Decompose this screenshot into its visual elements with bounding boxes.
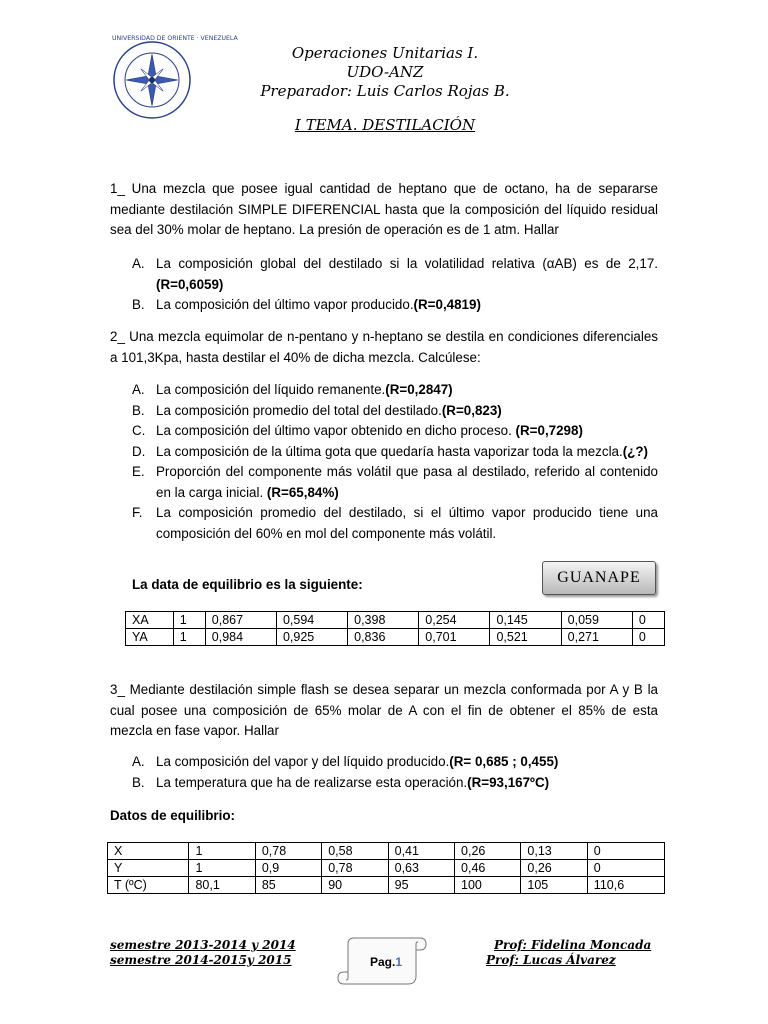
problem-1-list <box>132 254 658 316</box>
table-cell: 0,594 <box>276 612 347 629</box>
item-text: La composición del último vapor obtenido en dicho proceso. <box>156 423 516 438</box>
table-cell: 0,9 <box>255 860 321 877</box>
footer-semester-1: semestre 2013-2014 y 2014 <box>110 938 296 952</box>
problem-2-item-f: F. La composición promedio del destilado, si el último vapor producido tiene una composición del 60% en mol del componente más volátil. <box>132 505 658 541</box>
table-cell: 80,1 <box>189 877 255 894</box>
item-text: La composición promedio del total del destilado. <box>156 402 442 418</box>
table-cell: 0,867 <box>205 612 276 629</box>
table-cell: 0,58 <box>322 843 388 860</box>
table-cell: 0,984 <box>205 629 276 646</box>
table-cell: 1 <box>189 860 255 877</box>
table-cell: 1 <box>173 629 205 646</box>
table-cell: 0,398 <box>348 612 419 629</box>
table-cell: 0 <box>587 860 664 877</box>
table-cell: 0,701 <box>419 629 490 646</box>
guanape-badge: GUANAPE <box>542 561 656 595</box>
item-answer: (R=0,2847) <box>385 382 453 397</box>
item-answer: (R=65,84%) <box>266 484 339 500</box>
problem-3-item-a: A. La composición del vapor y del líquido producido.(R= 0,685 ; 0,455) <box>132 754 559 769</box>
table-cell: T (ºC) <box>108 877 189 894</box>
page-number-value: 1 <box>395 955 403 969</box>
table-cell: 0,26 <box>521 860 587 877</box>
table-row <box>108 877 665 894</box>
item-answer: (¿?) <box>622 443 648 459</box>
page-number <box>370 955 402 969</box>
university-name: UDO-ANZ <box>346 63 424 81</box>
footer-professor-1: Prof: Fidelina Moncada <box>494 938 652 952</box>
table-cell: 1 <box>189 843 255 860</box>
item-answer: (R=0,4819) <box>413 297 481 312</box>
table-cell: 0,145 <box>490 612 561 629</box>
table-cell: 0,059 <box>561 612 632 629</box>
equilibrium-table-1 <box>125 611 665 646</box>
item-answer: (R=0,7298) <box>515 423 583 438</box>
problem-3-list <box>132 752 658 793</box>
seal-text: UNIVERSIDAD DE ORIENTE · VENEZUELA <box>112 35 238 42</box>
table-row <box>126 629 665 646</box>
table-row <box>108 860 665 877</box>
table-cell: X <box>108 843 189 860</box>
footer-professor-2: Prof: Lucas Álvarez <box>486 953 616 967</box>
table-cell: 105 <box>521 877 587 894</box>
table-cell: 0,271 <box>561 629 632 646</box>
table-cell: 0,26 <box>455 843 521 860</box>
page-label: Pag. <box>370 955 396 969</box>
preparer-name: Preparador: Luis Carlos Rojas B. <box>260 82 510 100</box>
table-cell: 90 <box>322 877 388 894</box>
item-text: La temperatura que ha de realizarse esta operación. <box>156 774 468 790</box>
problem-1-item-b: B. La composición del último vapor producido.(R=0,4819) <box>132 297 481 312</box>
problem-2-item-c: C. La composición del último vapor obtenido en dicho proceso. (R=0,7298) <box>132 423 583 438</box>
footer-semester-2: semestre 2014-2015y 2015 <box>110 953 292 967</box>
table-cell: 0,254 <box>419 612 490 629</box>
table-cell: 85 <box>255 877 321 894</box>
table-cell: 100 <box>455 877 521 894</box>
table-cell: 0,46 <box>455 860 521 877</box>
table-cell: 0 <box>587 843 664 860</box>
equilibrium-table-2 <box>107 842 665 894</box>
table-cell: 0,78 <box>322 860 388 877</box>
problem-2-item-e: E. Proporción del componente más volátil que pasa al destilado, referido al contenido en la carga inicial. (R=65,84%) <box>132 464 658 500</box>
item-text: La composición del líquido remanente. <box>156 382 386 397</box>
table-cell: 0,521 <box>490 629 561 646</box>
course-title: Operaciones Unitarias I. <box>291 44 479 62</box>
table-cell: 0,78 <box>255 843 321 860</box>
university-seal-logo <box>112 35 238 120</box>
table-cell: 95 <box>388 877 454 894</box>
equilibrium-data-label-2: Datos de equilibrio: <box>110 808 235 823</box>
equilibrium-data-label: La data de equilibrio es la siguiente: <box>132 577 363 592</box>
table-cell: XA <box>126 612 174 629</box>
table-cell: 110,6 <box>587 877 664 894</box>
table-cell: 0,925 <box>276 629 347 646</box>
problem-2-item-d: D. La composición de la última gota que quedaría hasta vaporizar toda la mezcla.(¿?) <box>132 443 648 459</box>
table-cell: Y <box>108 860 189 877</box>
problem-1-item-a: A. La composición global del destilado si la volatilidad relativa (αAB) es de 2,17.(R=0,6059) <box>132 256 658 292</box>
item-text: La composición global del destilado si la volatilidad relativa (αAB) es de 2,17. <box>156 256 658 271</box>
problem-2-item-b: B. La composición promedio del total del destilado.(R=0,823) <box>132 402 502 418</box>
problem-2-list <box>132 380 658 544</box>
item-answer: (R= 0,685 ; 0,455) <box>449 754 559 769</box>
table-cell: 0,63 <box>388 860 454 877</box>
table-cell: YA <box>126 629 174 646</box>
table-row <box>108 843 665 860</box>
problem-3-statement: 3_ Mediante destilación simple flash se desea separar un mezcla conformada por A y B la cual posee una composición de 65% molar de A con el fin de obtener el 85% de esta mezcla en fase vapor. Hallar <box>110 682 658 738</box>
item-text: La composición de la última gota que quedaría hasta vaporizar toda la mezcla. <box>156 443 623 459</box>
table-cell: 0 <box>632 612 664 629</box>
topic-title: I TEMA. DESTILACIÓN <box>294 116 476 134</box>
problem-3-item-b: B. La temperatura que ha de realizarse esta operación.(R=93,167ºC) <box>132 774 550 790</box>
item-answer: (R=0,823) <box>441 402 502 418</box>
table-row <box>126 612 665 629</box>
item-text: La composición promedio del destilado, si el último vapor producido tiene una composición del 60% en mol del componente más volátil. <box>156 505 658 541</box>
item-text: La composición del vapor y del líquido producido. <box>156 754 450 769</box>
table-cell: 1 <box>173 612 205 629</box>
problem-1-statement: 1_ Una mezcla que posee igual cantidad de heptano que de octano, ha de separarse mediante destilación SIMPLE DIFERENCIAL hasta que la composición del líquido residual sea del 30% molar de heptano. La presión de operación es de 1 atm. Hallar <box>110 181 658 237</box>
item-text: La composición del último vapor producido. <box>156 297 414 312</box>
problem-2-item-a: A. La composición del líquido remanente.(R=0,2847) <box>132 382 453 397</box>
table-cell: 0,836 <box>348 629 419 646</box>
problem-2-statement: 2_ Una mezcla equimolar de n-pentano y n-heptano se destila en condiciones diferenciales a 101,3Kpa, hasta destilar el 40% de dicha mezcla. Calcúlese: <box>110 329 658 365</box>
table-cell: 0,13 <box>521 843 587 860</box>
item-answer: (R=0,6059) <box>156 276 224 292</box>
table-cell: 0,41 <box>388 843 454 860</box>
item-answer: (R=93,167ºC) <box>467 774 550 790</box>
table-cell: 0 <box>632 629 664 646</box>
item-text: Proporción del componente más volátil que pasa al destilado, referido al contenido en la carga inicial. <box>156 464 658 500</box>
